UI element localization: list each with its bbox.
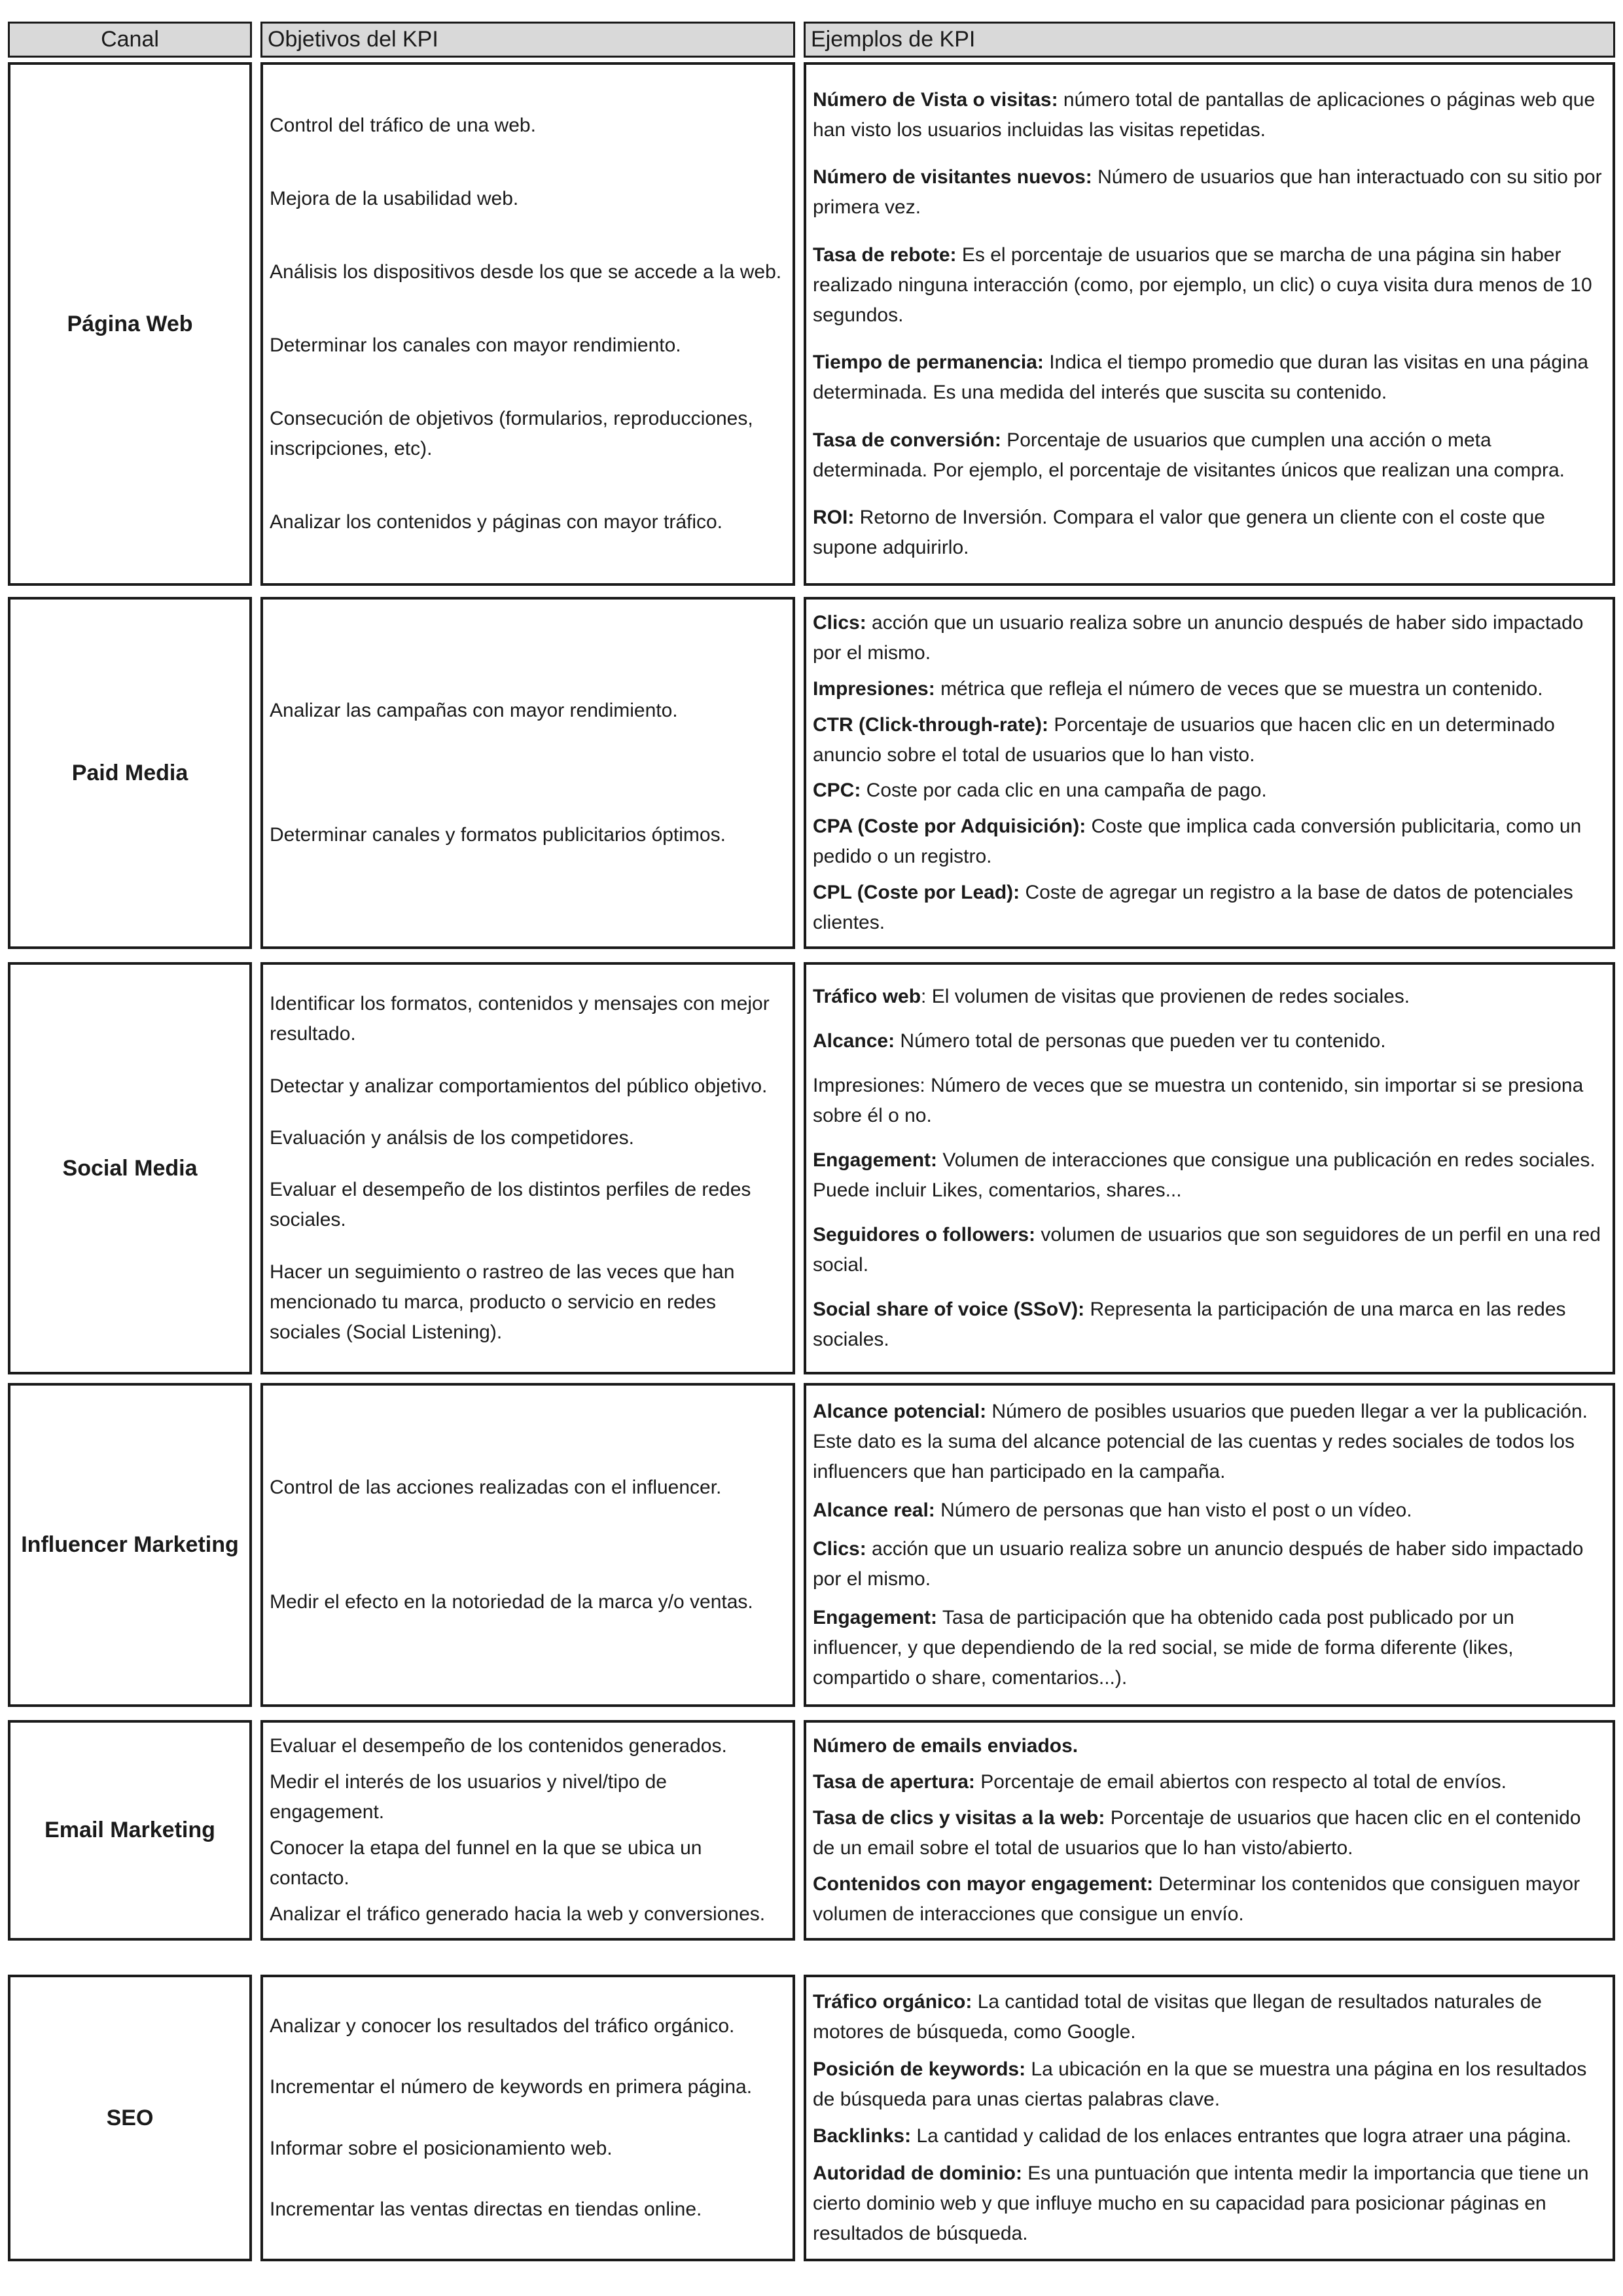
examples-cell bbox=[804, 1720, 1615, 1941]
kpi-definition: Número total de personas que pueden ver tu contenido. bbox=[895, 1030, 1386, 1052]
kpi-term: Posición de keywords: bbox=[813, 2058, 1026, 2080]
channel-cell bbox=[8, 597, 252, 949]
header-canal-label: Canal bbox=[101, 27, 159, 52]
kpi-term: Alcance potencial: bbox=[813, 1401, 987, 1422]
channel-label: Paid Media bbox=[71, 760, 188, 785]
objective-text: Analizar los contenidos y páginas con mayor tráfico. bbox=[270, 511, 723, 533]
objective-text: Análisis los dispositivos desde los que se accede a la web. bbox=[270, 261, 782, 283]
kpi-table bbox=[8, 22, 1615, 2261]
kpi-definition: Porcentaje de email abiertos con respecto al total de envíos. bbox=[974, 1771, 1507, 1793]
examples-cell bbox=[804, 1383, 1615, 1707]
kpi-definition: volumen de usuarios que son seguidores de un perfil en una red social. bbox=[813, 1224, 1601, 1276]
kpi-term: ROI: bbox=[813, 507, 855, 529]
kpi-term: Número de emails enviados. bbox=[813, 1735, 1079, 1757]
objective-text: Hacer un seguimiento o rastreo de las veces que han mencionado tu marca, producto o servicio en redes sociales (Social Listening). bbox=[270, 1261, 735, 1343]
kpi-definition: Coste que implica cada conversión publicitaria, como un pedido o un registro. bbox=[813, 816, 1582, 868]
kpi-definition: Coste por cada clic en una campaña de pago. bbox=[861, 780, 1267, 802]
kpi-term: Backlinks: bbox=[813, 2125, 912, 2147]
kpi-term: Tasa de rebote: bbox=[813, 243, 957, 266]
objective-text: Determinar los canales con mayor rendimiento. bbox=[270, 334, 681, 356]
kpi-definition: Porcentaje de usuarios que hacen clic en el contenido de un email sobre el total de usuarios que lo han visto/abierto. bbox=[813, 1807, 1581, 1859]
objective-text: Mejora de la usabilidad web. bbox=[270, 188, 519, 209]
channel-label: Influencer Marketing bbox=[21, 1532, 239, 1557]
kpi-example bbox=[813, 1071, 1606, 1131]
objective-text: Control de las acciones realizadas con el influencer. bbox=[270, 1477, 722, 1498]
kpi-definition: Indica el tiempo promedio que duran las visitas en una página determinada. Es una medida del interés que suscita su contenido. bbox=[813, 351, 1589, 404]
kpi-definition: Determinar los contenidos que consiguen mayor volumen de interacciones que consigue un envío. bbox=[813, 1873, 1580, 1925]
kpi-definition: Número de personas que han visto el post o un vídeo. bbox=[935, 1499, 1412, 1521]
channel-cell bbox=[8, 1383, 252, 1707]
objective-text: Control del tráfico de una web. bbox=[270, 115, 536, 136]
kpi-term: Contenidos con mayor engagement: bbox=[813, 1873, 1154, 1895]
kpi-definition: Representa la participación de una marca en las redes sociales. bbox=[813, 1299, 1566, 1350]
kpi-term: Tasa de clics y visitas a la web: bbox=[813, 1807, 1105, 1829]
kpi-example bbox=[813, 776, 1606, 806]
kpi-example bbox=[813, 1767, 1606, 1797]
table-row bbox=[8, 62, 1615, 586]
kpi-definition: número total de pantallas de aplicaciones o páginas web que han visto los usuarios incluidas las visitas repetidas. bbox=[813, 88, 1596, 141]
objective-text: Identificar los formatos, contenidos y mensajes con mejor resultado. bbox=[270, 993, 770, 1045]
objective-text: Medir el interés de los usuarios y nivel/tipo de engagement. bbox=[270, 1771, 667, 1823]
kpi-term: CPL (Coste por Lead): bbox=[813, 882, 1020, 904]
kpi-term: Tráfico web bbox=[813, 986, 921, 1007]
table-row bbox=[8, 1720, 1615, 1941]
objective-text: Informar sobre el posicionamiento web. bbox=[270, 2137, 613, 2159]
header-objetivos-label: Objetivos del KPI bbox=[268, 27, 438, 52]
header-ejemplos bbox=[804, 22, 1615, 58]
kpi-term: Tiempo de permanencia: bbox=[813, 351, 1044, 374]
header-ejemplos-label: Ejemplos de KPI bbox=[811, 27, 976, 52]
kpi-definition: Porcentaje de usuarios que cumplen una acción o meta determinada. Por ejemplo, el porcentaje de visitantes únicos que realizan una compra. bbox=[813, 429, 1565, 481]
kpi-example bbox=[813, 2121, 1606, 2151]
channel-cell bbox=[8, 962, 252, 1374]
header-canal bbox=[8, 22, 252, 58]
objective-text: Evaluar el desempeño de los contenidos generados. bbox=[270, 1735, 727, 1757]
examples-cell bbox=[804, 597, 1615, 949]
objective-text: Detectar y analizar comportamientos del público objetivo. bbox=[270, 1075, 768, 1097]
kpi-example bbox=[813, 85, 1606, 145]
kpi-term: CPC: bbox=[813, 780, 861, 802]
objective-text: Incrementar el número de keywords en primera página. bbox=[270, 2076, 753, 2098]
objective-text: Consecución de objetivos (formularios, reproducciones, inscripciones, etc). bbox=[270, 408, 753, 459]
kpi-definition: La cantidad total de visitas que llegan de resultados naturales de motores de búsqueda, como Google. bbox=[813, 1990, 1542, 2043]
kpi-example bbox=[813, 2054, 1606, 2115]
objective-text: Analizar las campañas con mayor rendimiento. bbox=[270, 700, 678, 722]
kpi-example bbox=[813, 1803, 1606, 1863]
objective-text: Medir el efecto en la notoriedad de la marca y/o ventas. bbox=[270, 1591, 753, 1613]
objective-text: Evaluar el desempeño de los distintos perfiles de redes sociales. bbox=[270, 1179, 751, 1231]
objectives-cell bbox=[260, 62, 795, 586]
kpi-definition: Tasa de participación que ha obtenido cada post publicado por un influencer, y que dependiendo de la red social, se mide de forma diferente (likes, compartido o share, comentarios...). bbox=[813, 1607, 1514, 1689]
channel-label: Social Media bbox=[62, 1155, 198, 1181]
kpi-definition: acción que un usuario realiza sobre un anuncio después de haber sido impactado por el mismo. bbox=[813, 611, 1584, 664]
kpi-term: Seguidores o followers: bbox=[813, 1224, 1036, 1246]
kpi-example bbox=[813, 1987, 1606, 2047]
kpi-example bbox=[813, 812, 1606, 872]
kpi-example bbox=[813, 674, 1606, 704]
kpi-example bbox=[813, 710, 1606, 770]
kpi-example bbox=[813, 2159, 1606, 2249]
kpi-definition: Porcentaje de usuarios que hacen clic en un determinado anuncio sobre el total de usuarios que lo han visto. bbox=[813, 713, 1555, 766]
kpi-definition: Volumen de interacciones que consigue una publicación en redes sociales. Puede incluir Likes, comentarios, shares... bbox=[813, 1149, 1596, 1201]
kpi-term: Tráfico orgánico: bbox=[813, 1990, 972, 2013]
channel-cell bbox=[8, 1720, 252, 1941]
objective-text: Determinar canales y formatos publicitarios óptimos. bbox=[270, 823, 726, 846]
kpi-definition: métrica que refleja el número de veces que se muestra un contenido. bbox=[935, 677, 1543, 700]
kpi-term: CPA (Coste por Adquisición): bbox=[813, 816, 1086, 838]
kpi-definition: Número de posibles usuarios que pueden llegar a ver la publicación. Este dato es la suma del alcance potencial de las cuentas y redes sociales de todos los influencers que han participado en la campaña. bbox=[813, 1401, 1588, 1482]
channel-label: SEO bbox=[106, 2105, 154, 2130]
kpi-definition: Impresiones: Número de veces que se muestra un contenido, sin importar si se presiona sobre él o no. bbox=[813, 1075, 1584, 1126]
kpi-definition: acción que un usuario realiza sobre un anuncio después de haber sido impactado por el mismo. bbox=[813, 1538, 1584, 1590]
kpi-term: Tasa de conversión: bbox=[813, 429, 1001, 451]
kpi-definition: : El volumen de visitas que provienen de redes sociales. bbox=[921, 986, 1410, 1007]
kpi-example bbox=[813, 1603, 1606, 1693]
channel-cell bbox=[8, 1975, 252, 2261]
kpi-example bbox=[813, 1397, 1606, 1487]
kpi-example bbox=[813, 1731, 1606, 1761]
kpi-definition: Número de usuarios que han interactuado con su sitio por primera vez. bbox=[813, 166, 1602, 219]
table-row bbox=[8, 597, 1615, 949]
channel-cell bbox=[8, 62, 252, 586]
kpi-term: Alcance real: bbox=[813, 1499, 935, 1521]
objectives-cell bbox=[260, 597, 795, 949]
kpi-example bbox=[813, 240, 1606, 331]
kpi-example bbox=[813, 1496, 1606, 1526]
examples-cell bbox=[804, 962, 1615, 1374]
table-header-row bbox=[8, 22, 1615, 58]
objectives-cell bbox=[260, 1383, 795, 1707]
kpi-term: Engagement: bbox=[813, 1607, 938, 1628]
objectives-cell bbox=[260, 1975, 795, 2261]
kpi-definition: La cantidad y calidad de los enlaces entrantes que logra atraer una página. bbox=[911, 2125, 1572, 2147]
kpi-example bbox=[813, 162, 1606, 223]
objective-text: Incrementar las ventas directas en tiendas online. bbox=[270, 2198, 702, 2221]
kpi-definition: Coste de agregar un registro a la base de datos de potenciales clientes. bbox=[813, 882, 1573, 934]
kpi-example bbox=[813, 1295, 1606, 1355]
kpi-example bbox=[813, 503, 1606, 563]
kpi-example bbox=[813, 348, 1606, 408]
examples-cell bbox=[804, 1975, 1615, 2261]
kpi-example bbox=[813, 1026, 1606, 1056]
kpi-definition: La ubicación en la que se muestra una página en los resultados de búsqueda para unas ciertas palabras clave. bbox=[813, 2058, 1587, 2110]
kpi-term: Clics: bbox=[813, 611, 866, 634]
kpi-example bbox=[813, 1220, 1606, 1280]
objectives-cell bbox=[260, 962, 795, 1374]
kpi-term: Impresiones: bbox=[813, 677, 935, 700]
kpi-term: Número de visitantes nuevos: bbox=[813, 166, 1092, 188]
kpi-term: Tasa de apertura: bbox=[813, 1771, 975, 1793]
objective-text: Analizar el tráfico generado hacia la web y conversiones. bbox=[270, 1903, 766, 1925]
kpi-term: Social share of voice (SSoV): bbox=[813, 1299, 1085, 1320]
kpi-example bbox=[813, 1534, 1606, 1594]
kpi-term: Engagement: bbox=[813, 1149, 938, 1171]
kpi-definition: Es el porcentaje de usuarios que se marcha de una página sin haber realizado ninguna interacción (como, por ejemplo, un clic) o cuya visita dura menos de 10 segundos. bbox=[813, 243, 1592, 326]
kpi-example bbox=[813, 1145, 1606, 1206]
table-row bbox=[8, 1383, 1615, 1707]
objective-text: Conocer la etapa del funnel en la que se ubica un contacto. bbox=[270, 1837, 702, 1889]
kpi-term: Clics: bbox=[813, 1538, 866, 1560]
objectives-cell bbox=[260, 1720, 795, 1941]
objective-text: Analizar y conocer los resultados del tráfico orgánico. bbox=[270, 2015, 735, 2037]
examples-cell bbox=[804, 62, 1615, 586]
kpi-example bbox=[813, 608, 1606, 668]
kpi-example bbox=[813, 982, 1606, 1012]
channel-label: Email Marketing bbox=[45, 1818, 215, 1842]
kpi-term: Número de Vista o visitas: bbox=[813, 88, 1058, 111]
kpi-term: CTR (Click-through-rate): bbox=[813, 713, 1048, 736]
kpi-example bbox=[813, 878, 1606, 938]
kpi-term: Alcance: bbox=[813, 1030, 895, 1052]
kpi-example bbox=[813, 425, 1606, 486]
table-row bbox=[8, 1975, 1615, 2261]
kpi-definition: Retorno de Inversión. Compara el valor que genera un cliente con el coste que supone adquirirlo. bbox=[813, 507, 1545, 559]
channel-label: Página Web bbox=[67, 311, 193, 336]
kpi-term: Autoridad de dominio: bbox=[813, 2162, 1022, 2185]
objective-text: Evaluación y análsis de los competidores. bbox=[270, 1126, 634, 1149]
kpi-definition: Es una puntuación que intenta medir la importancia que tiene un cierto dominio web y que influye mucho en su capacidad para posicionar páginas en resultados de búsqueda. bbox=[813, 2162, 1589, 2245]
table-row bbox=[8, 962, 1615, 1374]
header-objetivos bbox=[260, 22, 795, 58]
kpi-example bbox=[813, 1869, 1606, 1929]
